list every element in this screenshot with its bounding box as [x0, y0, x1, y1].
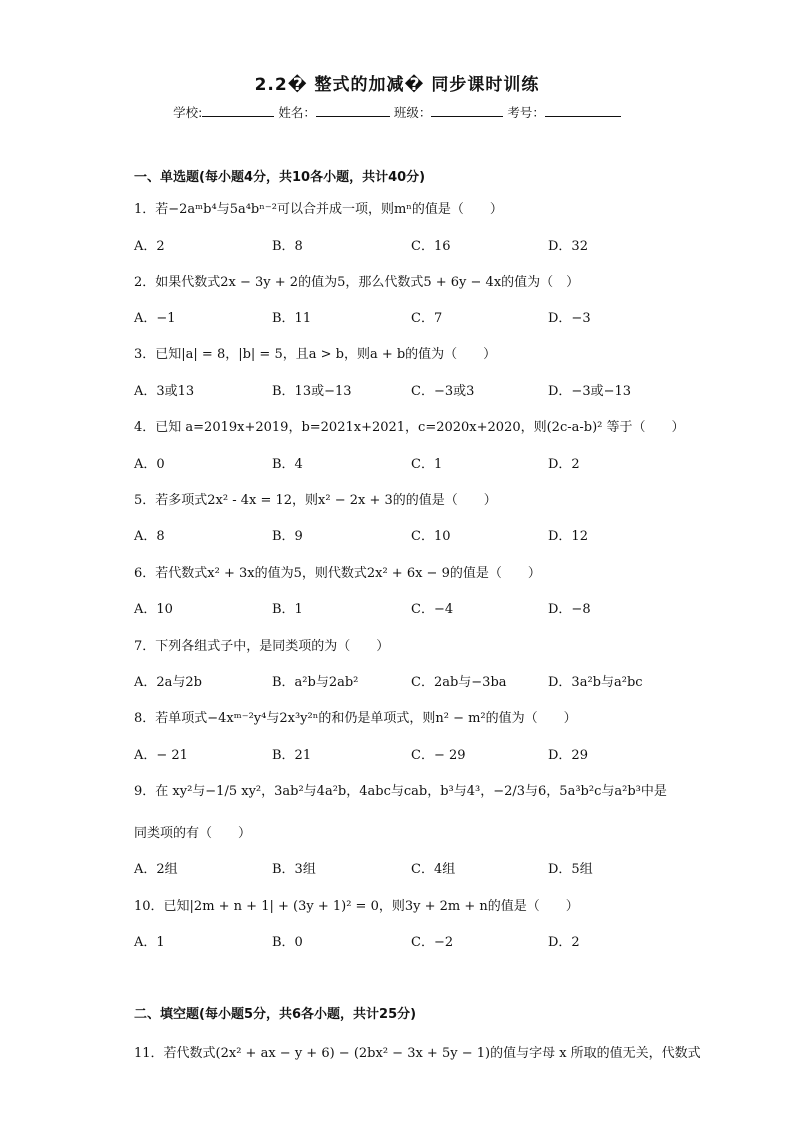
school-label: 学校:	[173, 105, 203, 120]
option-c: C．−3或3	[411, 384, 475, 399]
student-info-line	[0, 103, 794, 121]
question-3-options	[134, 380, 674, 398]
question-2-options	[134, 307, 674, 325]
question-3: 3．已知|a| = 8，|b| = 5，且a > b，则a + b的值为（ ）	[134, 347, 497, 362]
option-d: D．−3	[548, 311, 591, 326]
option-d: D．29	[548, 748, 588, 763]
option-b: B．8	[272, 239, 303, 254]
class-blank[interactable]	[431, 104, 503, 117]
option-b: B．9	[272, 529, 303, 544]
option-a: A．2组	[134, 862, 178, 877]
question-5-options	[134, 525, 674, 543]
question-10: 10．已知|2m + n + 1| + (3y + 1)² = 0，则3y + 2m + n的值是（ ）	[134, 899, 579, 914]
option-a: A．− 21	[134, 748, 188, 763]
option-b: B．3组	[272, 862, 316, 877]
name-blank[interactable]	[316, 104, 390, 117]
option-a: A．2	[134, 239, 165, 254]
option-d: D．−3或−13	[548, 384, 632, 399]
option-c: C．16	[411, 239, 451, 254]
question-7-options	[134, 671, 674, 689]
school-blank[interactable]	[202, 104, 274, 117]
option-c: C．4组	[411, 862, 456, 877]
option-b: B．4	[272, 457, 303, 472]
option-c: C．− 29	[411, 748, 466, 763]
option-b: B．11	[272, 311, 312, 326]
question-8: 8．若单项式−4xᵐ⁻²y⁴与2x³y²ⁿ的和仍是单项式，则n² − m²的值为（ ）	[134, 711, 577, 726]
question-1: 1．若−2aᵐb⁴与5a⁴bⁿ⁻²可以合并成一项，则mⁿ的值是（ ）	[134, 202, 503, 217]
option-d: D．2	[548, 935, 580, 950]
option-d: D．2	[548, 457, 580, 472]
question-6-options	[134, 598, 674, 616]
question-9: 9．在 xy²与−1/5 xy²，3ab²与4a²b，4abc与cab，b³与4³，−2/3与6，5a³b²c与a²b³中是	[134, 784, 667, 799]
option-d: D．32	[548, 239, 588, 254]
option-d: D．5组	[548, 862, 593, 877]
option-c: C．2ab与−3ba	[411, 675, 507, 690]
question-9-options	[134, 858, 674, 876]
option-d: D．3a²b与a²bc	[548, 675, 643, 690]
option-c: C．1	[411, 457, 443, 472]
option-b: B．0	[272, 935, 303, 950]
option-a: A．0	[134, 457, 165, 472]
question-4-options	[134, 453, 674, 471]
question-7: 7．下列各组式子中，是同类项的为（ ）	[134, 639, 390, 654]
name-label: 姓名：	[278, 105, 316, 120]
option-c: C．10	[411, 529, 451, 544]
option-d: D．−8	[548, 602, 591, 617]
option-b: B．a²b与2ab²	[272, 675, 359, 690]
option-a: A．3或13	[134, 384, 195, 399]
question-9-continued: 同类项的有（ ）	[134, 826, 252, 841]
class-label: 班级：	[393, 105, 432, 120]
option-d: D．12	[548, 529, 588, 544]
option-c: C．−4	[411, 602, 454, 617]
option-a: A．2a与2b	[134, 675, 203, 690]
option-a: A．8	[134, 529, 165, 544]
question-6: 6．若代数式x² + 3x的值为5，则代数式2x² + 6x − 9的值是（ ）	[134, 566, 541, 581]
question-11: 11．若代数式(2x² + ax − y + 6) − (2bx² − 3x + 5y − 1)的值与字母 x 所取的值无关，代数式	[134, 1046, 701, 1061]
number-blank[interactable]	[545, 104, 621, 117]
option-c: C．−2	[411, 935, 454, 950]
option-b: B．21	[272, 748, 312, 763]
number-label: 考号：	[507, 105, 545, 120]
section-heading-fill-in: 二、填空题(每小题5分，共6各小题，共计25分)	[134, 1007, 417, 1022]
option-a: A．1	[134, 935, 165, 950]
question-1-options	[134, 235, 674, 253]
option-a: A．−1	[134, 311, 176, 326]
question-8-options	[134, 744, 674, 762]
option-a: A．10	[134, 602, 173, 617]
page-title: 2.2� 整式的加减� 同步课时训练	[254, 75, 540, 95]
question-10-options	[134, 931, 674, 949]
question-4: 4．已知 a=2019x+2019，b=2021x+2021，c=2020x+2020，则(2c-a-b)² 等于（ ）	[134, 420, 685, 435]
question-5: 5．若多项式2x² - 4x = 12，则x² − 2x + 3的的值是（ ）	[134, 493, 497, 508]
option-b: B．13或−13	[272, 384, 352, 399]
option-c: C．7	[411, 311, 443, 326]
question-2: 2．如果代数式2x − 3y + 2的值为5，那么代数式5 + 6y − 4x的值为（ ）	[134, 275, 580, 290]
option-b: B．1	[272, 602, 303, 617]
section-heading-single-choice: 一、单选题(每小题4分，共10各小题，共计40分)	[134, 170, 426, 185]
